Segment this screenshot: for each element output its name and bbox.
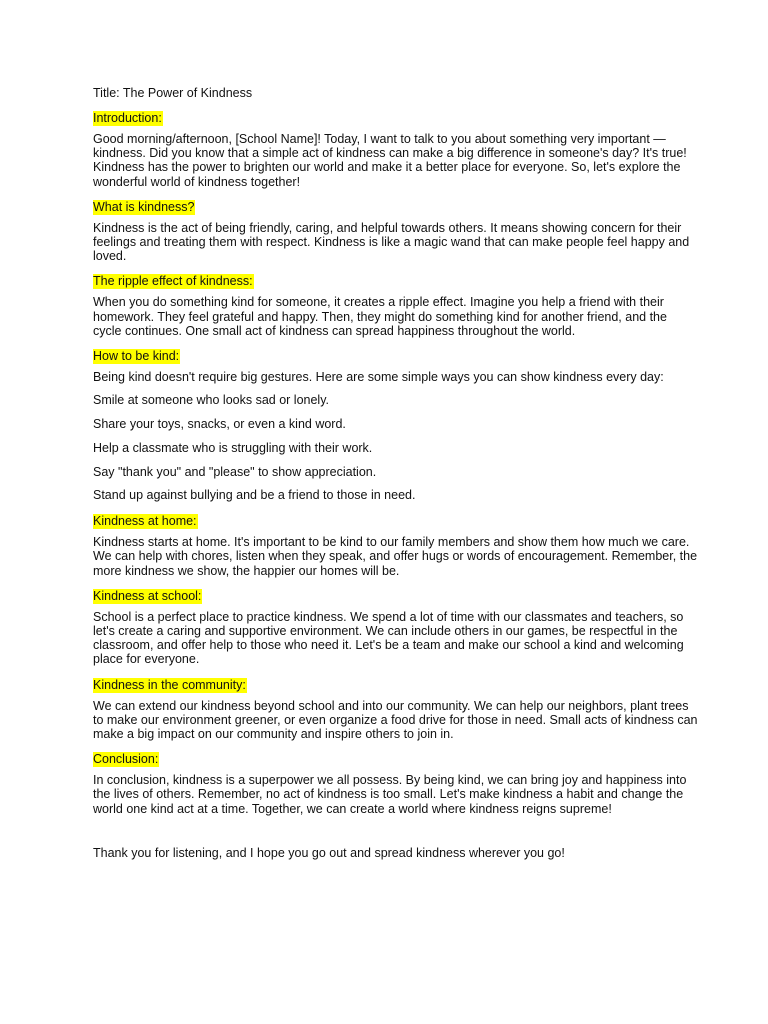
section-paragraph: Kindness is the act of being friendly, caring, and helpful towards others. It means showing concern for their feelings and treating them with respect. Kindness is like a magic wand that can make people feel happy and loved.	[93, 220, 690, 264]
list-item: Help a classmate who is struggling with their work.	[93, 440, 373, 455]
section-heading: What is kindness?	[93, 199, 195, 214]
section-kindness-at-school	[93, 587, 698, 667]
section-paragraph: Good morning/afternoon, [School Name]! Today, I want to talk to you about something very important —kindness. Did you know that a simple act of kindness can make a big difference in someone's day? It's true! Kindness has the power to brighten our world and make it a better place for everyone. So, let's explore the wonderful world of kindness together!	[93, 132, 687, 189]
section-heading: How to be kind:	[93, 349, 180, 364]
section-paragraph: Being kind doesn't require big gestures. Here are some simple ways you can show kindness every day:	[93, 370, 664, 385]
section-paragraph: Kindness starts at home. It's important to be kind to our family members and show them how much we care. We can help with chores, listen when they speak, and offer hugs or words of encouragement. Remember, the more kindness we show, the happier our homes will be.	[93, 535, 698, 578]
list-item: Share your toys, snacks, or even a kind word.	[93, 417, 346, 432]
section-paragraph: In conclusion, kindness is a superpower we all possess. By being kind, we can bring joy and happiness into the lives of others. Remember, no act of kindness is too small. Let's make kindness a habit and change the world one kind act at a time. Together, we can create a world where kindness reigns supreme!	[93, 773, 687, 816]
section-how-to-be-kind	[93, 347, 698, 503]
section-introduction	[93, 109, 698, 189]
section-heading: Kindness in the community:	[93, 677, 246, 692]
closing-line: Thank you for listening, and I hope you go out and spread kindness wherever you go!	[93, 845, 565, 860]
section-kindness-in-community	[93, 676, 698, 742]
document-title: Title: The Power of Kindness	[93, 86, 253, 100]
section-heading: Conclusion:	[93, 752, 159, 767]
section-heading: The ripple effect of kindness:	[93, 274, 253, 289]
section-heading: Kindness at school:	[93, 588, 202, 603]
section-paragraph: We can extend our kindness beyond school and into our community. We can help our neighbors, plant trees to make our environment greener, or even organize a food drive for those in need. Small acts of kindness can make a big impact on our community and inspire others to join in.	[93, 698, 698, 742]
section-kindness-at-home	[93, 512, 698, 578]
section-paragraph: School is a perfect place to practice kindness. We spend a lot of time with our classmates and teachers, so let's create a caring and supportive environment. We can include others in our games, be respectful in the classroom, and offer help to those who need it. Let's be a team and make our school a kind and welcoming place for everyone.	[93, 609, 684, 667]
section-conclusion	[93, 750, 698, 816]
section-paragraph: When you do something kind for someone, it creates a ripple effect. Imagine you help a friend with their homework. They feel grateful and happy. Then, they might do something kind for another friend, and the cycle continues. One small act of kindness can spread happiness throughout the world.	[93, 295, 667, 338]
list-item: Say "thank you" and "please" to show appreciation.	[93, 464, 377, 479]
section-what-is-kindness	[93, 198, 698, 264]
list-item: Smile at someone who looks sad or lonely.	[93, 393, 329, 408]
section-heading: Kindness at home:	[93, 514, 197, 529]
list-item: Stand up against bullying and be a friend to those in need.	[93, 488, 416, 503]
section-heading: Introduction:	[93, 111, 162, 125]
section-ripple-effect	[93, 272, 698, 338]
